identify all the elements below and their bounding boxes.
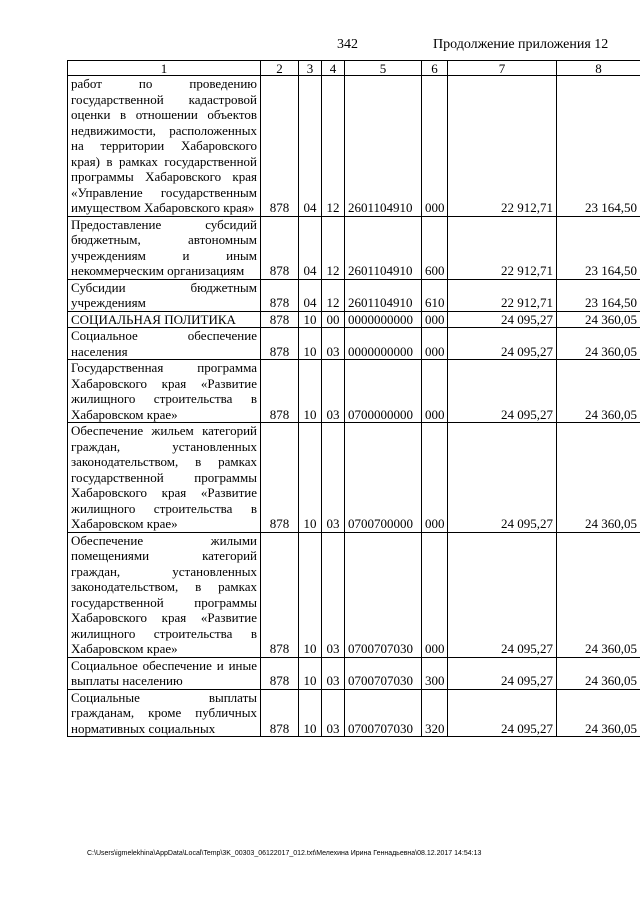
cell-target: 0000000000	[345, 328, 422, 360]
cell-type: 610	[422, 279, 448, 311]
col-header: 1	[68, 61, 261, 76]
cell-y2018: 22 912,71	[448, 76, 557, 217]
table-row	[68, 423, 640, 533]
table-row	[68, 216, 640, 279]
cell-name: Социальное обеспечение и иные выплаты населению	[68, 657, 261, 689]
col-header: 3	[299, 61, 322, 76]
cell-section: 10	[299, 423, 322, 533]
table-row	[68, 328, 640, 360]
cell-y2019: 23 164,50	[557, 76, 640, 217]
table-row	[68, 689, 640, 737]
cell-target: 2601104910	[345, 216, 422, 279]
cell-section: 10	[299, 360, 322, 423]
cell-y2019: 24 360,05	[557, 360, 640, 423]
cell-type: 000	[422, 76, 448, 217]
cell-subsection: 12	[322, 76, 345, 217]
cell-name: Государственная программа Хабаровского края «Развитие жилищного строительства в Хабаровском крае»	[68, 360, 261, 423]
table-row	[68, 657, 640, 689]
col-header: 4	[322, 61, 345, 76]
cell-section: 10	[299, 689, 322, 737]
page-number: 342	[337, 37, 358, 52]
cell-subsection: 03	[322, 532, 345, 657]
cell-y2018: 22 912,71	[448, 279, 557, 311]
budget-table	[67, 60, 640, 737]
cell-y2019: 24 360,05	[557, 328, 640, 360]
table-row	[68, 279, 640, 311]
cell-admin: 878	[261, 328, 299, 360]
cell-target: 0700707030	[345, 689, 422, 737]
cell-type: 000	[422, 328, 448, 360]
cell-y2018: 24 095,27	[448, 360, 557, 423]
col-header: 2	[261, 61, 299, 76]
cell-subsection: 12	[322, 216, 345, 279]
cell-target: 0700707030	[345, 532, 422, 657]
table-row	[68, 311, 640, 328]
cell-admin: 878	[261, 216, 299, 279]
cell-type: 000	[422, 311, 448, 328]
cell-admin: 878	[261, 423, 299, 533]
table-row	[68, 76, 640, 217]
cell-subsection: 12	[322, 279, 345, 311]
cell-admin: 878	[261, 657, 299, 689]
cell-admin: 878	[261, 360, 299, 423]
cell-type: 300	[422, 657, 448, 689]
cell-y2018: 24 095,27	[448, 689, 557, 737]
cell-name: Предоставление субсидий бюджетным, автономным учреждениям и иным некоммерческим организациям	[68, 216, 261, 279]
cell-y2019: 24 360,05	[557, 689, 640, 737]
cell-subsection: 03	[322, 423, 345, 533]
cell-name: Обеспечение жилыми помещениями категорий граждан, установленных законодательством, в рамках государственной программы Хабаровского края «Развитие жилищного строительства в Хабаровском крае»	[68, 532, 261, 657]
cell-subsection: 03	[322, 657, 345, 689]
cell-section: 10	[299, 532, 322, 657]
cell-section: 10	[299, 328, 322, 360]
cell-admin: 878	[261, 689, 299, 737]
cell-name: Социальные выплаты гражданам, кроме публичных нормативных социальных	[68, 689, 261, 737]
cell-name: Субсидии бюджетным учреждениям	[68, 279, 261, 311]
cell-target: 0700700000	[345, 423, 422, 533]
cell-y2018: 24 095,27	[448, 657, 557, 689]
cell-type: 000	[422, 360, 448, 423]
cell-name: Обеспечение жильем категорий граждан, установленных законодательством, в рамках государственной программы Хабаровского края «Развитие жилищного строительства в Хабаровском крае»	[68, 423, 261, 533]
cell-name: работ по проведению государственной кадастровой оценки в отношении объектов недвижимости, расположенных на территории Хабаровского края) в рамках государственной программы Хабаровского края «Управление государственным имуществом Хабаровского края»	[68, 76, 261, 217]
cell-y2018: 24 095,27	[448, 423, 557, 533]
cell-type: 320	[422, 689, 448, 737]
continuation-note: Продолжение приложения 12	[433, 37, 609, 52]
cell-subsection: 00	[322, 311, 345, 328]
cell-y2019: 23 164,50	[557, 279, 640, 311]
cell-name: СОЦИАЛЬНАЯ ПОЛИТИКА	[68, 311, 261, 328]
cell-type: 000	[422, 532, 448, 657]
cell-name: Социальное обеспечение населения	[68, 328, 261, 360]
cell-target: 2601104910	[345, 76, 422, 217]
cell-section: 10	[299, 311, 322, 328]
col-header: 8	[557, 61, 640, 76]
col-header: 5	[345, 61, 422, 76]
cell-target: 0700000000	[345, 360, 422, 423]
cell-section: 04	[299, 279, 322, 311]
cell-target: 2601104910	[345, 279, 422, 311]
cell-y2019: 24 360,05	[557, 657, 640, 689]
cell-type: 000	[422, 423, 448, 533]
cell-section: 04	[299, 216, 322, 279]
cell-admin: 878	[261, 76, 299, 217]
table-row	[68, 360, 640, 423]
cell-y2018: 24 095,27	[448, 311, 557, 328]
cell-y2019: 24 360,05	[557, 423, 640, 533]
cell-subsection: 03	[322, 689, 345, 737]
cell-section: 10	[299, 657, 322, 689]
cell-y2019: 24 360,05	[557, 532, 640, 657]
cell-y2019: 24 360,05	[557, 311, 640, 328]
cell-admin: 878	[261, 311, 299, 328]
cell-admin: 878	[261, 532, 299, 657]
cell-target: 0700707030	[345, 657, 422, 689]
col-header: 6	[422, 61, 448, 76]
cell-y2018: 24 095,27	[448, 532, 557, 657]
cell-type: 600	[422, 216, 448, 279]
header-row	[68, 61, 640, 76]
cell-subsection: 03	[322, 360, 345, 423]
cell-subsection: 03	[322, 328, 345, 360]
col-header: 7	[448, 61, 557, 76]
cell-target: 0000000000	[345, 311, 422, 328]
table-row	[68, 532, 640, 657]
footer-path: C:\Users\igmelekhina\AppData\Local\Temp\3K_00303_06122017_012.txt\Мелехина Ирина Геннадьевна\08.12.2017 14:54:13	[87, 850, 482, 857]
cell-y2019: 23 164,50	[557, 216, 640, 279]
cell-admin: 878	[261, 279, 299, 311]
cell-y2018: 24 095,27	[448, 328, 557, 360]
cell-y2018: 22 912,71	[448, 216, 557, 279]
cell-section: 04	[299, 76, 322, 217]
